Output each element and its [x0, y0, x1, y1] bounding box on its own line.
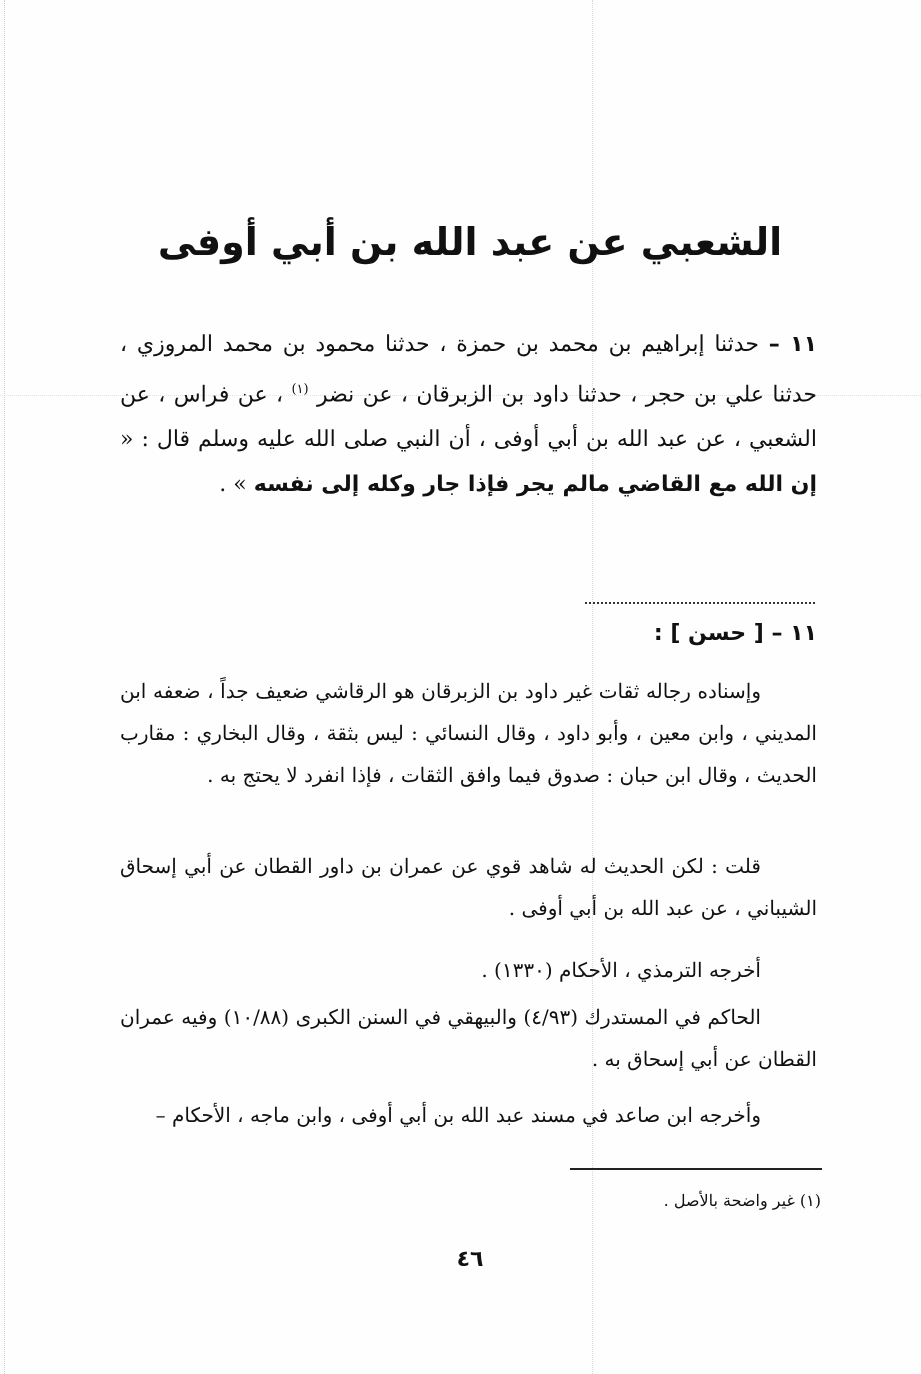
hadith-matn: إن الله مع القاضي مالم يجر فإذا جار وكله إلى نفسه [253, 472, 817, 498]
page-number: ٤٦ [456, 1247, 484, 1272]
hadith-isnad-part2: ، عن فراس ، عن الشعبي ، عن عبد الله بن أبي أوفى ، أن النبي صلى الله عليه وسلم قال : « [120, 382, 817, 453]
commentary-paragraph-5: وأخرجه ابن صاعد في مسند عبد الله بن أبي أوفى ، وابن ماجه ، الأحكام – [155, 1103, 761, 1127]
hadith-number: ١١ – [768, 332, 817, 357]
commentary-paragraph-4: الحاكم في المستدرك (٤/٩٣) والبيهقي في السنن الكبرى (١٠/٨٨) وفيه عمران القطان عن أبي إسحاق به . [120, 1005, 817, 1071]
commentary-paragraph-3: أخرجه الترمذي ، الأحكام (١٣٣٠) . [481, 958, 761, 982]
hadith-end: » . [219, 472, 254, 498]
footnote-reference: (١) [291, 382, 309, 397]
scan-edge-marks [4, 0, 5, 1374]
footnote: (١) غير واضحة بالأصل . [663, 1191, 821, 1210]
commentary-paragraph-2: قلت : لكن الحديث له شاهد قوي عن عمران بن داور القطان عن أبي إسحاق الشيباني ، عن عبد الله بن أبي أوفى . [120, 854, 817, 920]
page-title: الشعبي عن عبد الله بن أبي أوفى [157, 220, 783, 264]
dotted-separator [585, 602, 815, 604]
footnote-rule [570, 1168, 822, 1170]
hadith-isnad-part1: حدثنا إبراهيم بن محمد بن حمزة ، حدثنا محمود بن محمد المروزي ، حدثنا علي بن حجر ، حدثنا داود بن الزبرقان ، عن نضر [120, 332, 818, 408]
hadith-grade: ١١ – [ حسن ] : [653, 621, 817, 646]
hadith-text [120, 322, 817, 507]
commentary-paragraph-1: وإسناده رجاله ثقات غير داود بن الزبرقان هو الرقاشي ضعيف جداً ، ضعفه ابن المديني ، وابن معين ، وأبو داود ، وقال النسائي : ليس بثقة ، وقال البخاري : مقارب الحديث ، وقال ابن حبان : صدوق فيما وافق الثقات ، فإذا انفرد لا يحتج به . [120, 679, 817, 787]
